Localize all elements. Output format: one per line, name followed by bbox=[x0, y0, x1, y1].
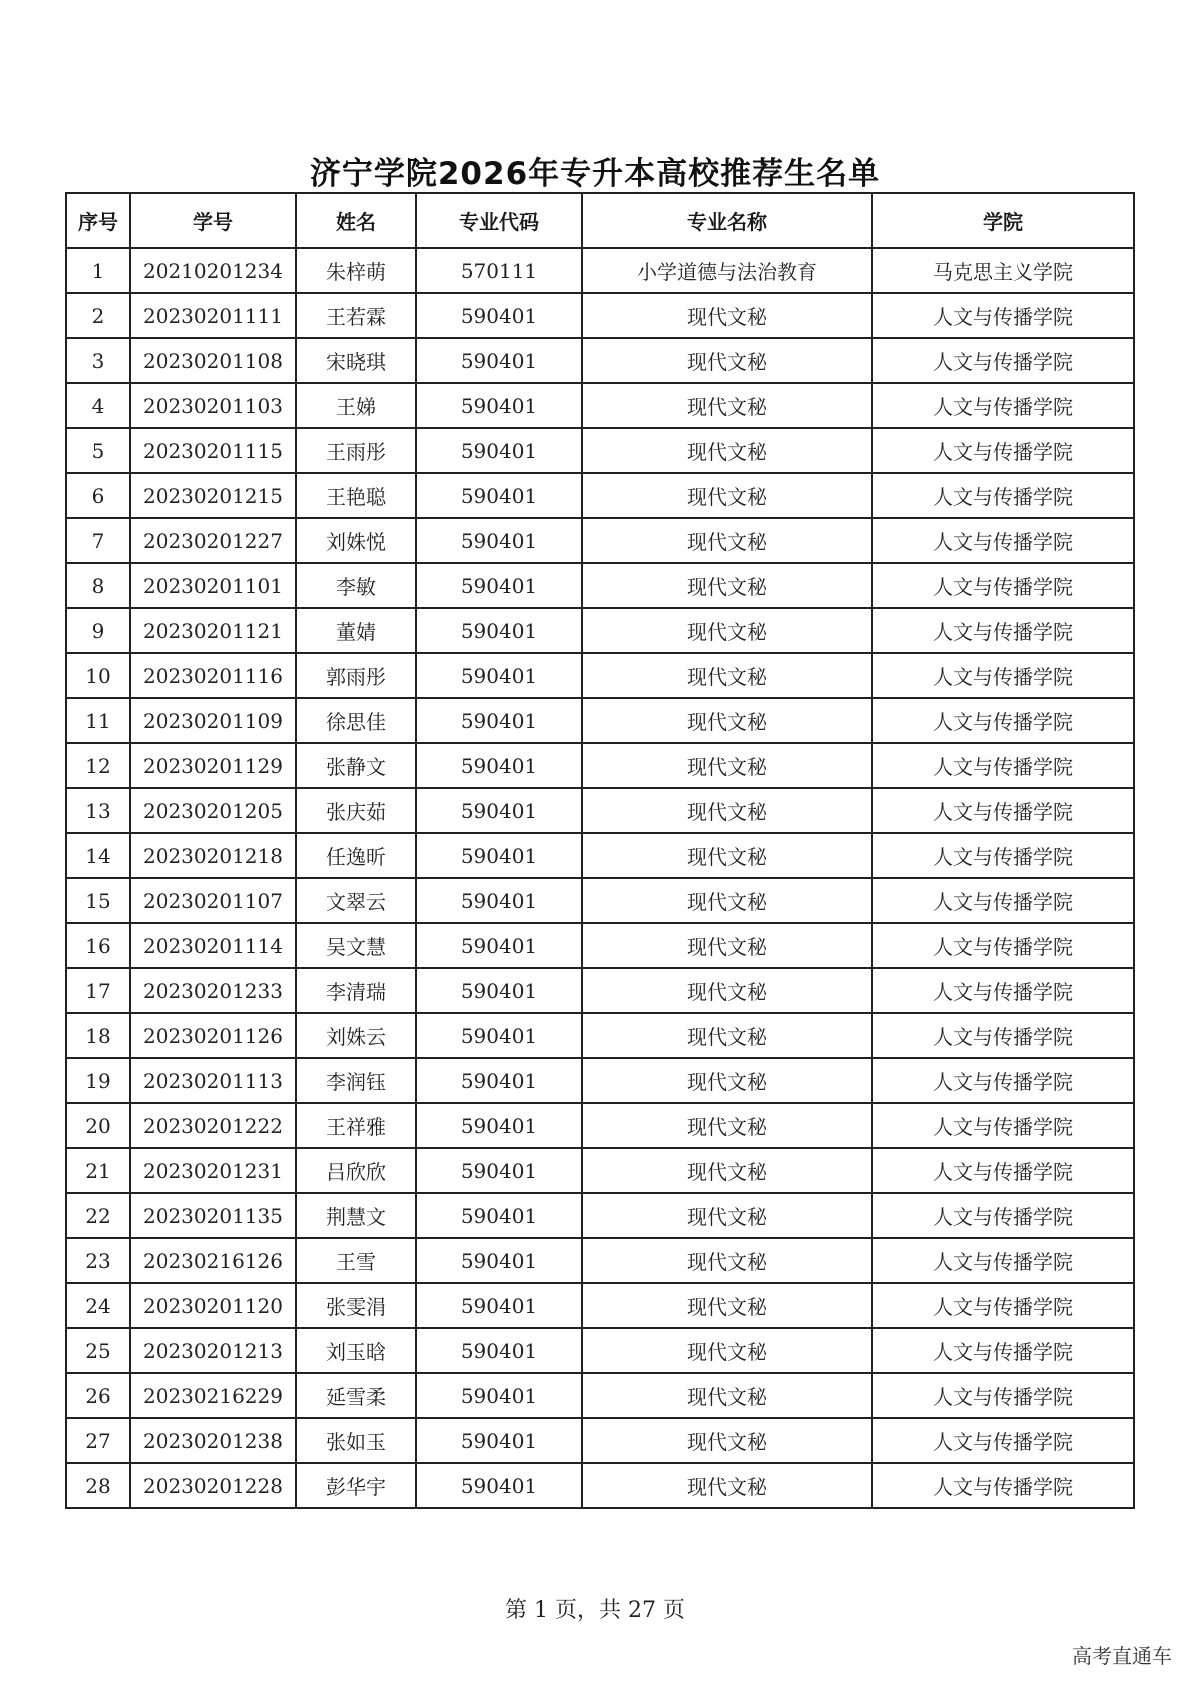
table-row bbox=[66, 1283, 1134, 1328]
cell-name: 王若霖 bbox=[296, 293, 416, 338]
cell-index: 3 bbox=[66, 338, 130, 383]
cell-name: 刘玉晗 bbox=[296, 1328, 416, 1373]
cell-name: 任逸昕 bbox=[296, 833, 416, 878]
cell-student-id: 20230201228 bbox=[130, 1463, 296, 1508]
table-row bbox=[66, 1148, 1134, 1193]
table-row bbox=[66, 878, 1134, 923]
cell-major-code: 590401 bbox=[416, 473, 582, 518]
cell-major-name: 现代文秘 bbox=[582, 1328, 872, 1373]
cell-major-name: 现代文秘 bbox=[582, 1283, 872, 1328]
cell-major-name: 现代文秘 bbox=[582, 698, 872, 743]
cell-name: 徐思佳 bbox=[296, 698, 416, 743]
document-title: 济宁学院2026年专升本高校推荐生名单 bbox=[309, 156, 881, 192]
cell-student-id: 20230201215 bbox=[130, 473, 296, 518]
cell-student-id: 20210201234 bbox=[130, 248, 296, 293]
cell-major-code: 590401 bbox=[416, 1283, 582, 1328]
cell-major-name: 现代文秘 bbox=[582, 1013, 872, 1058]
cell-major-name: 现代文秘 bbox=[582, 608, 872, 653]
cell-major-name: 现代文秘 bbox=[582, 293, 872, 338]
cell-major-code: 590401 bbox=[416, 878, 582, 923]
cell-major-code: 590401 bbox=[416, 743, 582, 788]
cell-major-code: 590401 bbox=[416, 1418, 582, 1463]
cell-index: 19 bbox=[66, 1058, 130, 1103]
cell-index: 4 bbox=[66, 383, 130, 428]
cell-student-id: 20230201120 bbox=[130, 1283, 296, 1328]
cell-college: 人文与传播学院 bbox=[872, 293, 1134, 338]
cell-college: 人文与传播学院 bbox=[872, 1418, 1134, 1463]
cell-student-id: 20230201108 bbox=[130, 338, 296, 383]
cell-name: 王祥雅 bbox=[296, 1103, 416, 1148]
table-row bbox=[66, 608, 1134, 653]
table-header bbox=[66, 193, 1134, 248]
cell-college: 人文与传播学院 bbox=[872, 338, 1134, 383]
student-roster-table bbox=[65, 192, 1135, 1509]
cell-student-id: 20230201109 bbox=[130, 698, 296, 743]
table-row bbox=[66, 293, 1134, 338]
cell-index: 10 bbox=[66, 653, 130, 698]
table-row bbox=[66, 833, 1134, 878]
cell-major-name: 现代文秘 bbox=[582, 1238, 872, 1283]
cell-major-name: 小学道德与法治教育 bbox=[582, 248, 872, 293]
cell-college: 人文与传播学院 bbox=[872, 1193, 1134, 1238]
cell-student-id: 20230201231 bbox=[130, 1148, 296, 1193]
cell-college: 人文与传播学院 bbox=[872, 428, 1134, 473]
table-row bbox=[66, 968, 1134, 1013]
cell-major-code: 590401 bbox=[416, 1238, 582, 1283]
cell-major-code: 590401 bbox=[416, 653, 582, 698]
cell-college: 人文与传播学院 bbox=[872, 608, 1134, 653]
cell-name: 吕欣欣 bbox=[296, 1148, 416, 1193]
table-row bbox=[66, 923, 1134, 968]
cell-major-code: 590401 bbox=[416, 1148, 582, 1193]
cell-name: 董婧 bbox=[296, 608, 416, 653]
table-row bbox=[66, 1058, 1134, 1103]
cell-index: 13 bbox=[66, 788, 130, 833]
cell-college: 马克思主义学院 bbox=[872, 248, 1134, 293]
cell-name: 张庆茹 bbox=[296, 788, 416, 833]
cell-index: 20 bbox=[66, 1103, 130, 1148]
cell-name: 李润钰 bbox=[296, 1058, 416, 1103]
cell-major-code: 590401 bbox=[416, 293, 582, 338]
cell-major-name: 现代文秘 bbox=[582, 653, 872, 698]
cell-major-code: 590401 bbox=[416, 608, 582, 653]
cell-major-name: 现代文秘 bbox=[582, 518, 872, 563]
cell-major-code: 570111 bbox=[416, 248, 582, 293]
table-row bbox=[66, 1013, 1134, 1058]
cell-major-name: 现代文秘 bbox=[582, 1058, 872, 1103]
cell-student-id: 20230216229 bbox=[130, 1373, 296, 1418]
cell-major-name: 现代文秘 bbox=[582, 428, 872, 473]
table-row bbox=[66, 473, 1134, 518]
cell-college: 人文与传播学院 bbox=[872, 1103, 1134, 1148]
cell-major-code: 590401 bbox=[416, 383, 582, 428]
cell-college: 人文与传播学院 bbox=[872, 698, 1134, 743]
cell-student-id: 20230201222 bbox=[130, 1103, 296, 1148]
cell-student-id: 20230201129 bbox=[130, 743, 296, 788]
cell-major-code: 590401 bbox=[416, 338, 582, 383]
cell-major-name: 现代文秘 bbox=[582, 1193, 872, 1238]
table-row bbox=[66, 1103, 1134, 1148]
cell-college: 人文与传播学院 bbox=[872, 833, 1134, 878]
header-row bbox=[66, 193, 1134, 248]
cell-major-code: 590401 bbox=[416, 1373, 582, 1418]
cell-major-name: 现代文秘 bbox=[582, 743, 872, 788]
cell-college: 人文与传播学院 bbox=[872, 1238, 1134, 1283]
cell-name: 郭雨彤 bbox=[296, 653, 416, 698]
cell-major-code: 590401 bbox=[416, 923, 582, 968]
cell-student-id: 20230201121 bbox=[130, 608, 296, 653]
cell-index: 18 bbox=[66, 1013, 130, 1058]
cell-student-id: 20230201205 bbox=[130, 788, 296, 833]
cell-major-name: 现代文秘 bbox=[582, 1148, 872, 1193]
cell-college: 人文与传播学院 bbox=[872, 743, 1134, 788]
cell-major-name: 现代文秘 bbox=[582, 833, 872, 878]
cell-major-name: 现代文秘 bbox=[582, 1418, 872, 1463]
cell-major-code: 590401 bbox=[416, 1058, 582, 1103]
cell-student-id: 20230201227 bbox=[130, 518, 296, 563]
cell-major-code: 590401 bbox=[416, 1193, 582, 1238]
cell-major-name: 现代文秘 bbox=[582, 968, 872, 1013]
column-header-index: 序号 bbox=[66, 193, 130, 248]
table-row bbox=[66, 1418, 1134, 1463]
table-row bbox=[66, 743, 1134, 788]
cell-major-name: 现代文秘 bbox=[582, 383, 872, 428]
cell-major-code: 590401 bbox=[416, 1328, 582, 1373]
table-row bbox=[66, 788, 1134, 833]
cell-major-code: 590401 bbox=[416, 788, 582, 833]
table-row bbox=[66, 1463, 1134, 1508]
cell-student-id: 20230201115 bbox=[130, 428, 296, 473]
table-row bbox=[66, 563, 1134, 608]
cell-college: 人文与传播学院 bbox=[872, 563, 1134, 608]
cell-index: 21 bbox=[66, 1148, 130, 1193]
table-row bbox=[66, 1328, 1134, 1373]
cell-name: 张雯涓 bbox=[296, 1283, 416, 1328]
cell-college: 人文与传播学院 bbox=[872, 1283, 1134, 1328]
cell-major-name: 现代文秘 bbox=[582, 1463, 872, 1508]
cell-name: 刘姝悦 bbox=[296, 518, 416, 563]
cell-index: 2 bbox=[66, 293, 130, 338]
cell-name: 刘姝云 bbox=[296, 1013, 416, 1058]
cell-student-id: 20230201126 bbox=[130, 1013, 296, 1058]
column-header-major-name: 专业名称 bbox=[582, 193, 872, 248]
cell-major-code: 590401 bbox=[416, 968, 582, 1013]
cell-student-id: 20230201103 bbox=[130, 383, 296, 428]
table-row bbox=[66, 518, 1134, 563]
cell-college: 人文与传播学院 bbox=[872, 653, 1134, 698]
table-row bbox=[66, 428, 1134, 473]
cell-name: 李清瑞 bbox=[296, 968, 416, 1013]
column-header-college: 学院 bbox=[872, 193, 1134, 248]
cell-name: 宋晓琪 bbox=[296, 338, 416, 383]
cell-major-code: 590401 bbox=[416, 1463, 582, 1508]
cell-major-name: 现代文秘 bbox=[582, 1373, 872, 1418]
table-row bbox=[66, 653, 1134, 698]
cell-college: 人文与传播学院 bbox=[872, 968, 1134, 1013]
cell-student-id: 20230201238 bbox=[130, 1418, 296, 1463]
watermark: 高考直通车 bbox=[1072, 1644, 1172, 1668]
table-row bbox=[66, 1238, 1134, 1283]
cell-name: 王艳聪 bbox=[296, 473, 416, 518]
cell-major-name: 现代文秘 bbox=[582, 338, 872, 383]
cell-index: 26 bbox=[66, 1373, 130, 1418]
column-header-name: 姓名 bbox=[296, 193, 416, 248]
cell-index: 9 bbox=[66, 608, 130, 653]
cell-college: 人文与传播学院 bbox=[872, 473, 1134, 518]
cell-student-id: 20230201101 bbox=[130, 563, 296, 608]
cell-college: 人文与传播学院 bbox=[872, 1058, 1134, 1103]
cell-index: 5 bbox=[66, 428, 130, 473]
cell-index: 6 bbox=[66, 473, 130, 518]
cell-major-name: 现代文秘 bbox=[582, 923, 872, 968]
cell-index: 17 bbox=[66, 968, 130, 1013]
cell-college: 人文与传播学院 bbox=[872, 878, 1134, 923]
cell-index: 15 bbox=[66, 878, 130, 923]
cell-college: 人文与传播学院 bbox=[872, 1013, 1134, 1058]
cell-student-id: 20230201113 bbox=[130, 1058, 296, 1103]
table-row bbox=[66, 698, 1134, 743]
cell-index: 14 bbox=[66, 833, 130, 878]
cell-college: 人文与传播学院 bbox=[872, 383, 1134, 428]
cell-name: 王娣 bbox=[296, 383, 416, 428]
cell-index: 7 bbox=[66, 518, 130, 563]
cell-major-name: 现代文秘 bbox=[582, 473, 872, 518]
cell-index: 24 bbox=[66, 1283, 130, 1328]
cell-major-name: 现代文秘 bbox=[582, 878, 872, 923]
cell-college: 人文与传播学院 bbox=[872, 923, 1134, 968]
cell-name: 王雪 bbox=[296, 1238, 416, 1283]
cell-major-code: 590401 bbox=[416, 563, 582, 608]
cell-index: 22 bbox=[66, 1193, 130, 1238]
cell-major-code: 590401 bbox=[416, 428, 582, 473]
cell-college: 人文与传播学院 bbox=[872, 788, 1134, 833]
cell-major-name: 现代文秘 bbox=[582, 788, 872, 833]
table-row bbox=[66, 338, 1134, 383]
table-body bbox=[66, 248, 1134, 1508]
cell-major-code: 590401 bbox=[416, 698, 582, 743]
table-row bbox=[66, 1373, 1134, 1418]
cell-student-id: 20230216126 bbox=[130, 1238, 296, 1283]
column-header-student-id: 学号 bbox=[130, 193, 296, 248]
table-row bbox=[66, 1193, 1134, 1238]
cell-student-id: 20230201213 bbox=[130, 1328, 296, 1373]
cell-major-code: 590401 bbox=[416, 1103, 582, 1148]
cell-name: 张静文 bbox=[296, 743, 416, 788]
cell-index: 16 bbox=[66, 923, 130, 968]
cell-major-code: 590401 bbox=[416, 1013, 582, 1058]
cell-student-id: 20230201111 bbox=[130, 293, 296, 338]
cell-major-code: 590401 bbox=[416, 518, 582, 563]
cell-name: 吴文慧 bbox=[296, 923, 416, 968]
cell-index: 28 bbox=[66, 1463, 130, 1508]
cell-index: 8 bbox=[66, 563, 130, 608]
table-row bbox=[66, 383, 1134, 428]
cell-student-id: 20230201135 bbox=[130, 1193, 296, 1238]
cell-name: 王雨彤 bbox=[296, 428, 416, 473]
cell-student-id: 20230201218 bbox=[130, 833, 296, 878]
cell-major-code: 590401 bbox=[416, 833, 582, 878]
cell-index: 11 bbox=[66, 698, 130, 743]
cell-name: 张如玉 bbox=[296, 1418, 416, 1463]
cell-index: 12 bbox=[66, 743, 130, 788]
cell-student-id: 20230201116 bbox=[130, 653, 296, 698]
cell-college: 人文与传播学院 bbox=[872, 1463, 1134, 1508]
cell-index: 1 bbox=[66, 248, 130, 293]
cell-name: 文翠云 bbox=[296, 878, 416, 923]
page-number: 第 1 页，共 27 页 bbox=[505, 1598, 685, 1623]
cell-index: 25 bbox=[66, 1328, 130, 1373]
cell-major-name: 现代文秘 bbox=[582, 563, 872, 608]
cell-name: 延雪柔 bbox=[296, 1373, 416, 1418]
cell-name: 荆慧文 bbox=[296, 1193, 416, 1238]
cell-name: 朱梓萌 bbox=[296, 248, 416, 293]
cell-college: 人文与传播学院 bbox=[872, 1328, 1134, 1373]
cell-major-name: 现代文秘 bbox=[582, 1103, 872, 1148]
cell-college: 人文与传播学院 bbox=[872, 1148, 1134, 1193]
cell-name: 彭华宇 bbox=[296, 1463, 416, 1508]
cell-student-id: 20230201233 bbox=[130, 968, 296, 1013]
cell-index: 23 bbox=[66, 1238, 130, 1283]
cell-college: 人文与传播学院 bbox=[872, 1373, 1134, 1418]
cell-student-id: 20230201114 bbox=[130, 923, 296, 968]
cell-index: 27 bbox=[66, 1418, 130, 1463]
cell-name: 李敏 bbox=[296, 563, 416, 608]
cell-student-id: 20230201107 bbox=[130, 878, 296, 923]
column-header-major-code: 专业代码 bbox=[416, 193, 582, 248]
table-row bbox=[66, 248, 1134, 293]
cell-college: 人文与传播学院 bbox=[872, 518, 1134, 563]
